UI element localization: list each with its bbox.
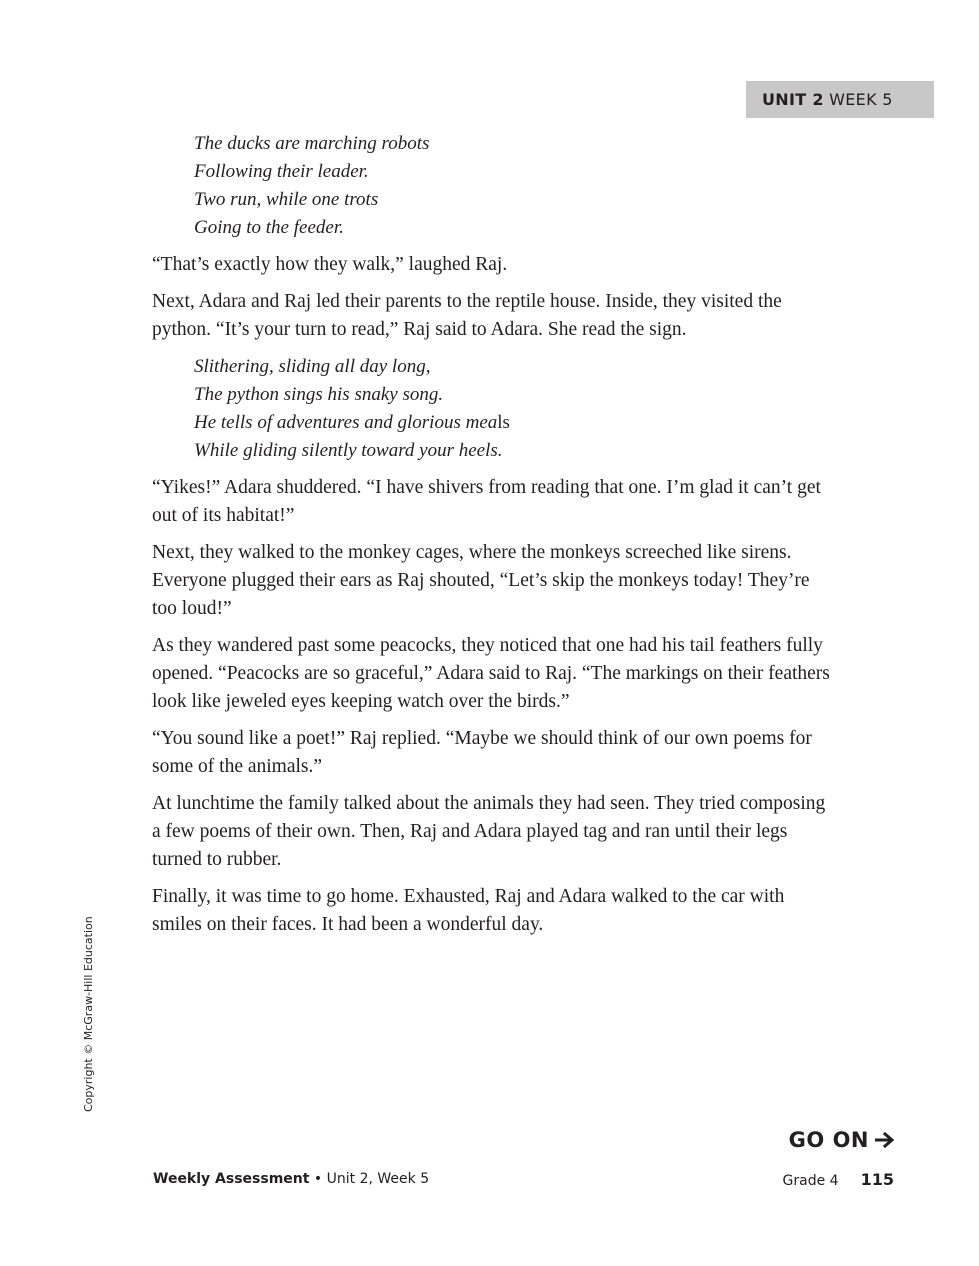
poem-line: While gliding silently toward your heels.: [194, 440, 503, 461]
footer-grade-page: [783, 1170, 894, 1189]
footer-assessment: [153, 1171, 429, 1187]
footer-separator: •: [313, 1171, 323, 1187]
unit-label: UNIT 2: [762, 90, 824, 109]
week-label: WEEK 5: [829, 90, 893, 109]
story-paragraph: “Yikes!” Adara shuddered. “I have shivers from reading that one. I’m glad it can’t get out of its habitat!”: [152, 477, 821, 526]
unit-week-label: Unit 2, Week 5: [326, 1171, 430, 1187]
right-arrow-icon: [875, 1132, 895, 1148]
go-on-indicator: [789, 1128, 895, 1152]
poem-line: Going to the feeder.: [194, 217, 344, 238]
story-paragraph: Next, they walked to the monkey cages, where the monkeys screeched like sirens. Everyone plugged their ears as Raj shouted, “Let’s skip the monkeys today! They’re too loud!”: [152, 542, 810, 619]
unit-week-tab: [746, 81, 934, 118]
poem-line: Following their leader.: [194, 161, 369, 182]
story-paragraph: Next, Adara and Raj led their parents to the reptile house. Inside, they visited the python. “It’s your turn to read,” Raj said to Adara. She read the sign.: [152, 291, 782, 340]
poem-line: [194, 409, 832, 437]
copyright-notice: Copyright © McGraw-Hill Education: [82, 916, 95, 1112]
poem-line: The ducks are marching robots: [194, 133, 430, 154]
story-body: [152, 130, 832, 948]
story-paragraph: “That’s exactly how they walk,” laughed Raj.: [152, 254, 508, 275]
page-number: 115: [860, 1170, 894, 1189]
poem-line: The python sings his snaky song.: [194, 384, 444, 405]
story-paragraph: Finally, it was time to go home. Exhausted, Raj and Adara walked to the car with smiles on their faces. It had been a wonderful day.: [152, 886, 785, 935]
assessment-label: Weekly Assessment: [153, 1171, 310, 1187]
story-paragraph: At lunchtime the family talked about the animals they had seen. They tried composing a few poems of their own. Then, Raj and Adara played tag and ran until their legs turned to rubber.: [152, 793, 826, 870]
poem-ducks: [194, 130, 832, 242]
poem-python: [194, 353, 832, 465]
grade-label: Grade 4: [782, 1173, 839, 1189]
poem-line-upright: ls: [497, 412, 510, 433]
go-on-label: GO ON: [788, 1128, 869, 1152]
poem-line: Two run, while one trots: [194, 189, 379, 210]
story-paragraph: As they wandered past some peacocks, they noticed that one had his tail feathers fully opened. “Peacocks are so graceful,” Adara said to Raj. “The markings on their feathers look like jeweled eyes keeping watch over the birds.”: [152, 635, 830, 712]
poem-line-italic: He tells of adventures and glorious mea: [194, 412, 498, 433]
poem-line: Slithering, sliding all day long,: [194, 356, 431, 377]
story-paragraph: “You sound like a poet!” Raj replied. “Maybe we should think of our own poems for some of the animals.”: [152, 728, 812, 777]
